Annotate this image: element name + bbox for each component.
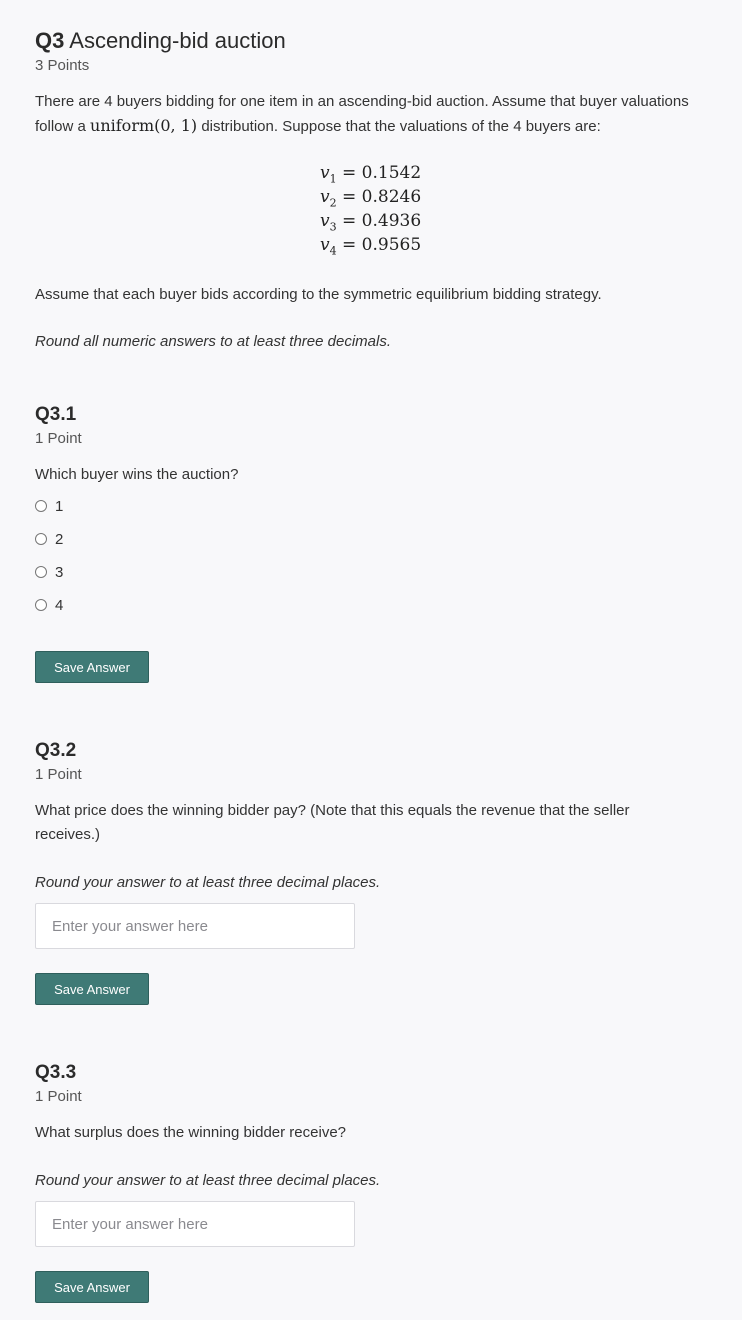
radio-option-2[interactable] xyxy=(35,528,63,550)
q3-number: Q3 xyxy=(35,28,65,53)
q3-intro xyxy=(35,90,715,139)
valuation-value: = 0.1542 xyxy=(342,163,422,183)
valuation-line-4 xyxy=(320,233,421,257)
radio-button[interactable] xyxy=(35,500,47,512)
q3-3-question: What surplus does the winning bidder receive? xyxy=(35,1124,347,1141)
q3-3-save-button[interactable]: Save Answer xyxy=(35,1271,149,1303)
valuation-subscript: 1 xyxy=(329,172,337,186)
q3-2-answer-input[interactable] xyxy=(35,903,355,949)
q3-heading xyxy=(35,28,286,54)
q3-3-points: 1 Point xyxy=(35,1088,82,1105)
q3-3-heading: Q3.3 xyxy=(35,1062,77,1083)
radio-option-4[interactable] xyxy=(35,594,63,616)
q3-2-question: What price does the winning bidder pay? (Note that this equals the revenue that the seller receives.) xyxy=(35,802,630,843)
q3-2-save-button[interactable]: Save Answer xyxy=(35,973,149,1005)
radio-button[interactable] xyxy=(35,533,47,545)
radio-label: 3 xyxy=(55,563,64,581)
q3-1-save-button[interactable]: Save Answer xyxy=(35,651,149,683)
radio-label: 2 xyxy=(55,530,64,548)
q3-intro-text-2: distribution. Suppose that the valuations of the 4 buyers are: xyxy=(197,118,601,135)
q3-2-points: 1 Point xyxy=(35,766,82,783)
valuation-var: v xyxy=(320,163,330,183)
valuation-value: = 0.4936 xyxy=(342,211,422,231)
q3-1-question: Which buyer wins the auction? xyxy=(35,466,239,483)
radio-label: 4 xyxy=(55,596,64,614)
valuation-subscript: 4 xyxy=(329,244,337,258)
radio-button[interactable] xyxy=(35,566,47,578)
q3-2-heading: Q3.2 xyxy=(35,740,77,761)
valuation-var: v xyxy=(320,235,330,255)
valuation-subscript: 2 xyxy=(329,196,337,210)
radio-label: 1 xyxy=(55,497,64,515)
valuation-line-1 xyxy=(320,161,421,185)
valuation-line-3 xyxy=(320,209,421,233)
q3-3-answer-input[interactable] xyxy=(35,1201,355,1247)
radio-option-3[interactable] xyxy=(35,561,63,583)
valuation-line-2 xyxy=(320,185,421,209)
valuation-var: v xyxy=(320,211,330,231)
q3-points: 3 Points xyxy=(35,57,90,74)
valuation-var: v xyxy=(320,187,330,207)
q3-2-rounding-note: Round your answer to at least three decimal places. xyxy=(35,874,381,891)
q3-1-heading: Q3.1 xyxy=(35,404,77,425)
q3-rounding-note: Round all numeric answers to at least three decimals. xyxy=(35,333,392,350)
valuation-value: = 0.8246 xyxy=(342,187,422,207)
q3-assumption: Assume that each buyer bids according to the symmetric equilibrium bidding strategy. xyxy=(35,286,602,303)
q3-1-points: 1 Point xyxy=(35,430,82,447)
q3-title: Ascending-bid auction xyxy=(69,28,286,53)
valuation-subscript: 3 xyxy=(329,220,337,234)
radio-option-1[interactable] xyxy=(35,495,63,517)
q3-3-rounding-note: Round your answer to at least three decimal places. xyxy=(35,1172,381,1189)
valuation-value: = 0.9565 xyxy=(342,235,422,255)
q3-intro-text-1: There are 4 buyers bidding for one item in an ascending-bid auction. Assume that buyer valuations follow a xyxy=(35,93,689,135)
q3-intro-math: uniform(0, 1) xyxy=(90,116,198,135)
radio-button[interactable] xyxy=(35,599,47,611)
